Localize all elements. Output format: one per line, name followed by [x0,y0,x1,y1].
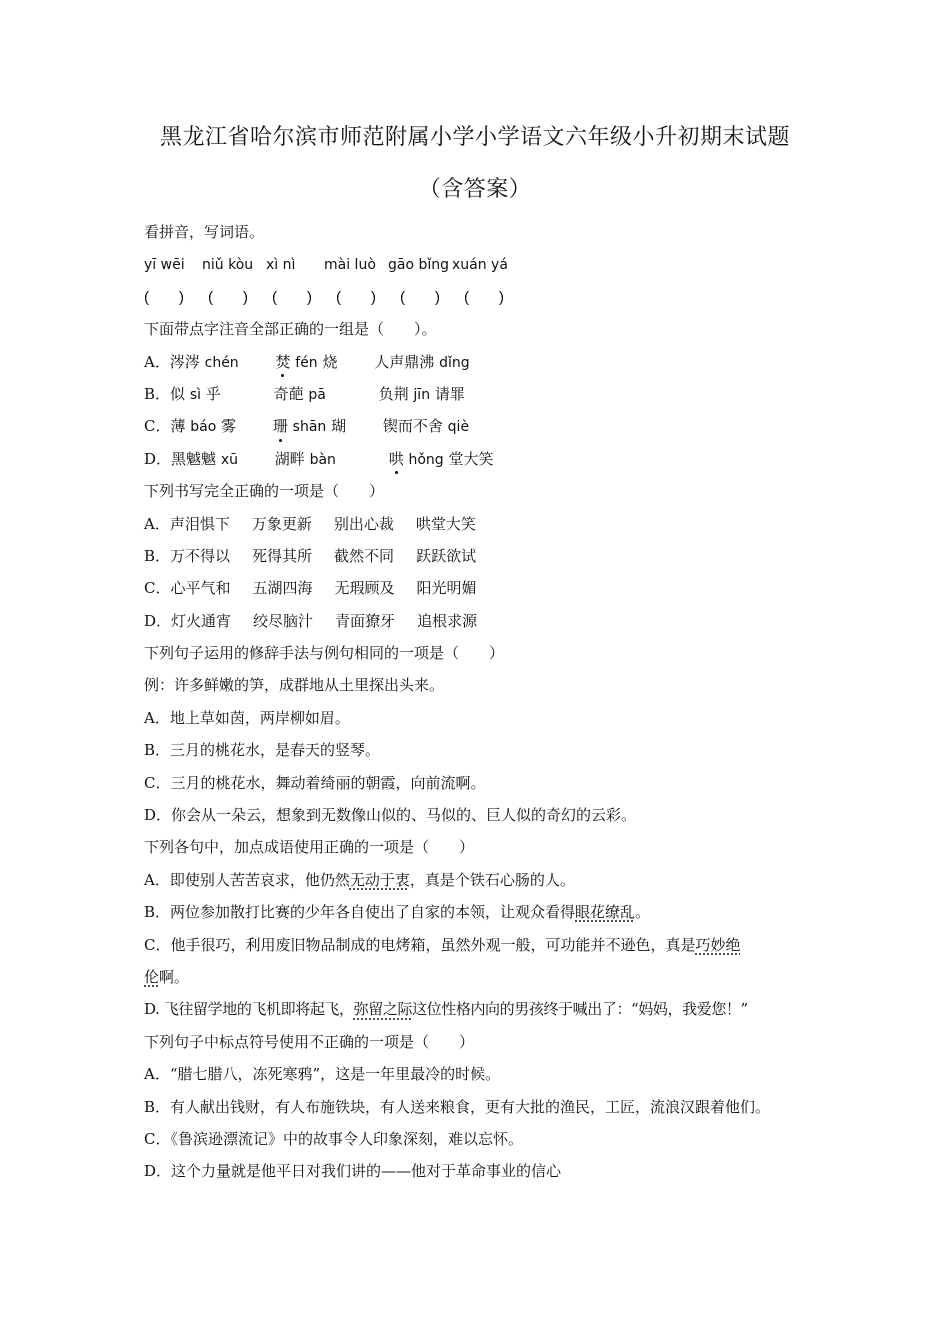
q5-option-b [144,896,814,928]
option-text: 乎 [205,384,221,403]
option-text: 锲而不舍 [382,417,443,436]
option-text: 奇葩 [273,384,304,403]
option-word: 阳光明媚 [416,579,477,598]
option-text: 请罪 [434,384,465,403]
option-text: A．涔涔 [144,352,200,371]
pinyin-annotation: jīn [413,386,431,403]
option-text: 瑚 [331,417,347,436]
q3-prompt: 下列书写完全正确的一项是（ ） [144,482,385,501]
option-text: B．似 [144,384,186,403]
option-word: 跃跃欲试 [416,546,477,565]
option-text: 负荆 [378,384,409,403]
option-text: 堂大笑 [448,449,494,468]
q3-option-a [144,508,814,540]
q5-option-c-line1 [144,929,814,961]
dotted-idiom: 弥留之际 [353,1000,413,1019]
answer-blank: ( ) [464,288,504,306]
q6-option-a: A．“腊七腊八，冻死寒鸦”，这是一年里最冷的时候。 [144,1065,501,1084]
pinyin-annotation: pā [308,386,326,403]
q4-example: 例：许多鲜嫩的笋，成群地从土里探出头来。 [144,676,445,695]
q5-prompt: 下列各句中，加点成语使用正确的一项是（ ） [144,838,475,857]
dotted-char: 哄 [389,443,404,475]
q5-option-c-line2 [144,961,814,993]
q3-option-d [144,605,814,637]
dotted-char: 珊 [273,410,288,442]
pinyin-annotation: báo [190,419,217,436]
option-word: D．灯火通宵 [144,611,232,630]
dotted-idiom: 巧妙绝 [695,935,741,954]
option-word: 绞尽脑汁 [253,611,314,630]
q5-option-d [144,993,814,1025]
q2-option-a [144,346,814,378]
option-word: 五湖四海 [252,579,313,598]
pinyin-annotation: fén [295,354,318,371]
option-text: 烧 [322,352,338,371]
dotted-char: 焚 [275,346,290,378]
option-text: ，真是个铁石心肠的人。 [409,870,575,889]
pinyin-annotation: qiè [447,419,470,436]
pinyin-item: mài luò [324,257,376,274]
option-word: 青面獠牙 [335,611,396,630]
dotted-idiom: 眼花缭乱 [575,903,636,922]
pinyin-item: niǔ kòu [202,257,254,274]
option-word: 万象更新 [251,514,312,533]
option-word: A．声泪惧下 [144,514,230,533]
q6-prompt: 下列句子中标点符号使用不正确的一项是（ ） [144,1032,475,1051]
pinyin-annotation: bàn [309,451,336,468]
option-text: C．薄 [144,417,186,436]
pinyin-item: gāo bǐng [388,257,450,274]
option-text: 人声鼎沸 [374,352,435,371]
option-text: 湖畔 [274,449,305,468]
pinyin-item: xì nì [266,257,296,274]
q4-prompt: 下列句子运用的修辞手法与例句相同的一项是（ ） [144,644,505,663]
option-word: 别出心裁 [333,514,394,533]
q1-blank-row [144,281,814,313]
pinyin-annotation: sì [189,386,201,403]
option-text: 。 [635,903,651,922]
option-text: D. 飞往留学地的飞机即将起飞， [144,1000,354,1019]
answer-blank: ( ) [144,288,184,306]
option-word: C．心平气和 [144,579,231,598]
option-word: 哄堂大笑 [415,514,476,533]
option-text: C．他手很巧，利用废旧物品制成的电烤箱，虽然外观一般，可功能并不逊色，真是 [144,935,696,954]
pinyin-item: xuán yá [452,257,508,274]
q2-option-b [144,378,814,410]
q4-option-a: A．地上草如茵，两岸柳如眉。 [144,708,350,727]
option-word: 死得其所 [252,546,313,565]
dotted-idiom: 无动于衷 [349,870,410,889]
pinyin-annotation: chén [204,354,239,371]
q4-option-c: C．三月的桃花水，舞动着绮丽的朝霞，向前流啊。 [144,773,486,792]
q1-pinyin-row [144,248,814,280]
pinyin-annotation: xū [220,451,238,468]
q5-option-a [144,864,814,896]
answer-blank: ( ) [336,288,376,306]
q6-option-d: D．这个力量就是他平日对我们讲的——他对于革命事业的信心 [144,1162,562,1181]
option-word: 无瑕顾及 [334,579,395,598]
q6-option-c: C．《鲁滨逊漂流记》中的故事令人印象深刻，难以忘怀。 [144,1129,523,1148]
pinyin-annotation: shān [292,419,327,436]
q3-option-b [144,540,814,572]
answer-blank: ( ) [272,288,312,306]
option-text: 这位性格内向的男孩终于喊出了：“妈妈，我爱您！” [412,1000,748,1019]
q4-option-b: B．三月的桃花水，是春天的竖琴。 [144,741,381,760]
option-text: D．黑魆魆 [144,449,217,468]
q2-prompt: 下面带点字注音全部正确的一组是（ ）。 [144,320,437,339]
option-word: B．万不得以 [144,546,231,565]
option-text: A．即使别人苦苦哀求，他仍然 [144,870,350,889]
answer-blank: ( ) [208,288,248,306]
q1-prompt: 看拼音，写词语。 [144,223,265,241]
option-text: 啊。 [159,967,190,986]
q4-option-d: D．你会从一朵云，想象到无数像山似的、马似的、巨人似的奇幻的云彩。 [144,806,637,825]
page-title: 黑龙江省哈尔滨市师范附属小学小学语文六年级小升初期末试题（含答案） [159,125,790,202]
q3-option-c [144,572,814,604]
question-content [144,216,814,1188]
option-word: 追根求源 [417,611,478,630]
q2-option-c [144,410,814,442]
pinyin-annotation: dǐng [439,354,470,371]
option-text: 雾 [221,417,237,436]
q6-option-b: B．有人献出钱财，有人布施铁块，有人送来粮食，更有大批的渔民，工匠，流浪汉跟着他们。 [144,1097,771,1116]
q2-option-d [144,443,814,475]
option-text: B．两位参加散打比赛的少年各自使出了自家的本领，让观众看得 [144,903,576,922]
option-word: 截然不同 [334,546,395,565]
pinyin-annotation: hǒng [408,451,444,468]
dotted-idiom: 伦 [144,967,160,986]
answer-blank: ( ) [400,288,440,306]
pinyin-item: yī wēi [144,257,185,274]
